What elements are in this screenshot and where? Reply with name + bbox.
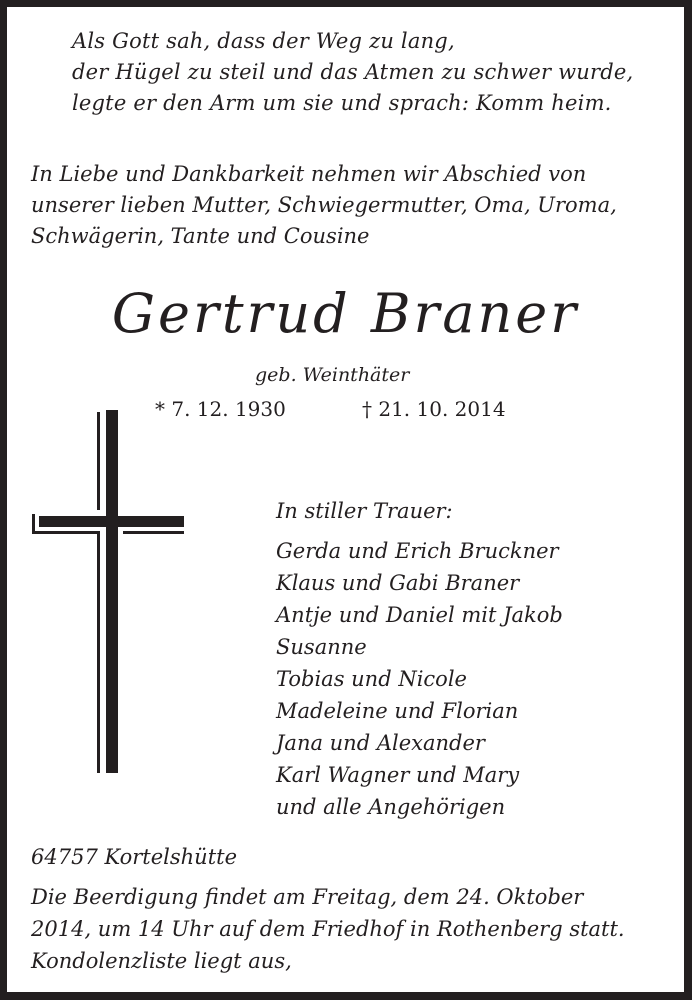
funeral-line: 2014, um 14 Uhr auf dem Friedhof in Rothenberg statt. bbox=[31, 917, 625, 941]
mourner-name: Antje und Daniel mit Jakob bbox=[276, 603, 563, 627]
intro-line: Schwägerin, Tante und Cousine bbox=[31, 224, 370, 248]
location: 64757 Kortelshütte bbox=[31, 845, 238, 869]
mourner-name: Susanne bbox=[276, 635, 367, 659]
death-date: † 21. 10. 2014 bbox=[362, 397, 506, 421]
poem-line: Als Gott sah, dass der Weg zu lang, bbox=[72, 29, 455, 53]
mourner-name: Madeleine und Florian bbox=[276, 699, 519, 723]
mourner-name: Karl Wagner und Mary bbox=[276, 763, 520, 787]
mourner-name: und alle Angehörigen bbox=[276, 795, 506, 819]
cross-shadow-line bbox=[32, 531, 100, 534]
mourner-name: Gerda und Erich Bruckner bbox=[276, 539, 559, 563]
cross-shadow-line bbox=[123, 531, 184, 534]
intro-line: In Liebe und Dankbarkeit nehmen wir Abschied von bbox=[31, 162, 587, 186]
funeral-line: Kondolenzliste liegt aus, bbox=[31, 949, 292, 973]
obituary-notice bbox=[7, 7, 684, 992]
mourner-name: Tobias und Nicole bbox=[276, 667, 467, 691]
mourner-name: Klaus und Gabi Braner bbox=[276, 571, 520, 595]
mourners-title: In stiller Trauer: bbox=[276, 499, 453, 523]
birth-date: * 7. 12. 1930 bbox=[155, 397, 286, 421]
intro-line: unserer lieben Mutter, Schwiegermutter, Oma, Uroma, bbox=[31, 193, 617, 217]
poem-line: legte er den Arm um sie und sprach: Komm heim. bbox=[72, 91, 612, 115]
deceased-name: Gertrud Braner bbox=[111, 282, 580, 345]
cross-vertical-bar bbox=[106, 410, 118, 773]
mourner-name: Jana und Alexander bbox=[276, 731, 485, 755]
maiden-name: geb. Weinthäter bbox=[255, 364, 410, 386]
cross-horizontal-bar bbox=[39, 516, 184, 527]
funeral-line: Die Beerdigung findet am Freitag, dem 24. Oktober bbox=[31, 885, 584, 909]
cross-shadow-line bbox=[97, 412, 100, 510]
poem-line: der Hügel zu steil und das Atmen zu schwer wurde, bbox=[72, 60, 634, 84]
cross-shadow-line bbox=[97, 531, 100, 773]
